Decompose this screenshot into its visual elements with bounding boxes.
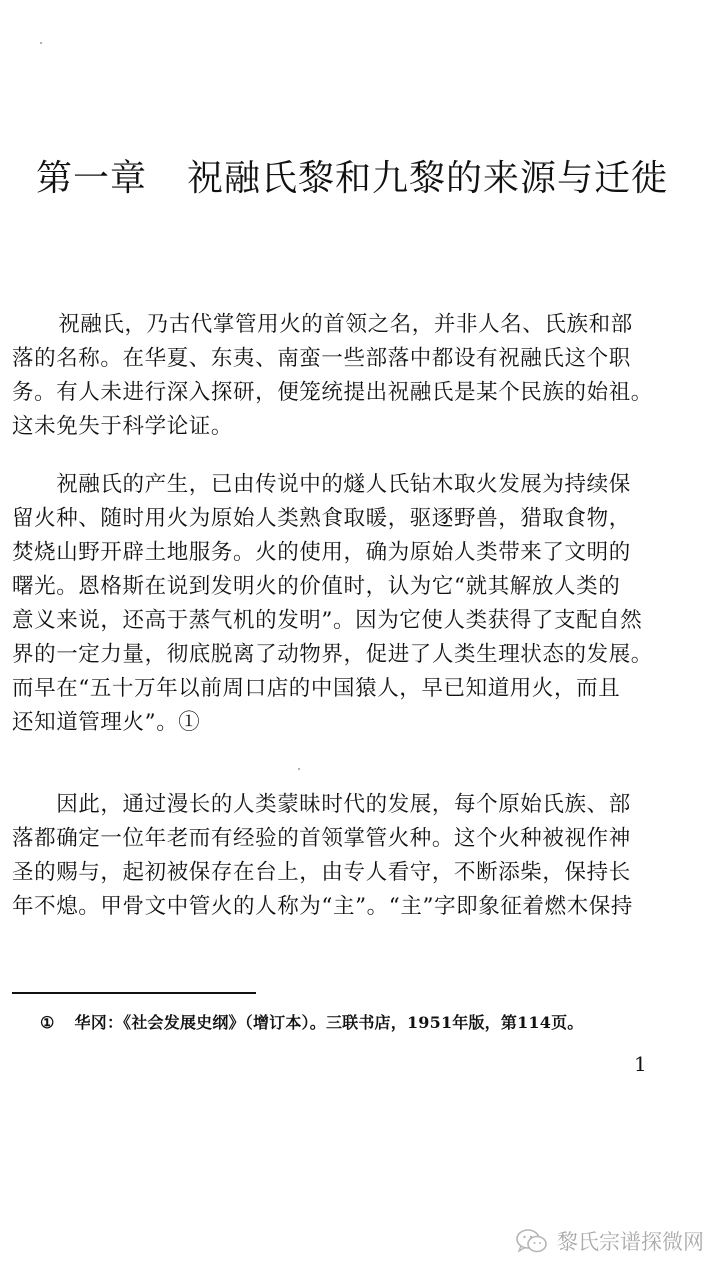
- scan-speck: [40, 42, 42, 44]
- body-line: 祝融氏，乃古代掌管用火的首领之名，并非人名、氏族和部: [14, 312, 633, 337]
- chapter-title: [36, 150, 696, 201]
- scan-speck: [298, 768, 300, 770]
- chapter-title-text: 祝融氏黎和九黎的来源与迁徙: [187, 158, 669, 199]
- footnote: [40, 1010, 583, 1033]
- body-line: 落的名称。在华夏、东夷、南蛮一些部落中都设有祝融氏这个职: [12, 346, 631, 371]
- body-line: 留火种、随时用火为原始人类熟食取暖，驱逐野兽，猎取食物，: [12, 506, 631, 531]
- page-number: 1: [634, 1052, 647, 1076]
- body-line: 落都确定一位年老而有经验的首领掌管火种。这个火种被视作神: [12, 826, 631, 851]
- body-line: 而早在“五十万年以前周口店的中国猿人，早已知道用火，而且: [12, 676, 621, 701]
- body-line: 意义来说，还高于蒸气机的发明”。因为它使人类获得了支配自然: [12, 608, 643, 633]
- watermark: [515, 1226, 704, 1256]
- body-line: 曙光。恩格斯在说到发明火的价值时，认为它“就其解放人类的: [12, 574, 621, 599]
- footnote-mark: ①: [40, 1013, 55, 1032]
- body-line: 因此，通过漫长的人类蒙昧时代的发展，每个原始氏族、部: [12, 792, 631, 817]
- body-line: 焚烧山野开辟土地服务。火的使用，确为原始人类带来了文明的: [12, 540, 631, 565]
- body-line: 还知道管理火”。①: [12, 710, 201, 735]
- body-line: 祝融氏的产生，已由传说中的燧人氏钻木取火发展为持续保: [12, 472, 631, 497]
- body-line: 这未免失于科学论证。: [12, 414, 234, 439]
- watermark-text: 黎氏宗谱探微网: [557, 1230, 704, 1254]
- footnote-text: 华冈：《社会发展史纲》（增订本）。三联书店，1951年版，第114页。: [74, 1013, 584, 1032]
- body-line: 圣的赐与，起初被保存在台上，由专人看守，不断添柴，保持长: [12, 860, 631, 885]
- footnote-divider: [12, 992, 256, 994]
- body-line: 界的一定力量，彻底脱离了动物界，促进了人类生理状态的发展。: [12, 642, 653, 667]
- body-line: 务。有人未进行深入探研，便笼统提出祝融氏是某个民族的始祖。: [12, 380, 653, 405]
- body-line: 年不熄。甲骨文中管火的人称为“主”。“主”字即象征着燃木保持: [12, 894, 633, 919]
- chapter-number: 第一章: [36, 158, 148, 199]
- wechat-icon: [515, 1228, 549, 1254]
